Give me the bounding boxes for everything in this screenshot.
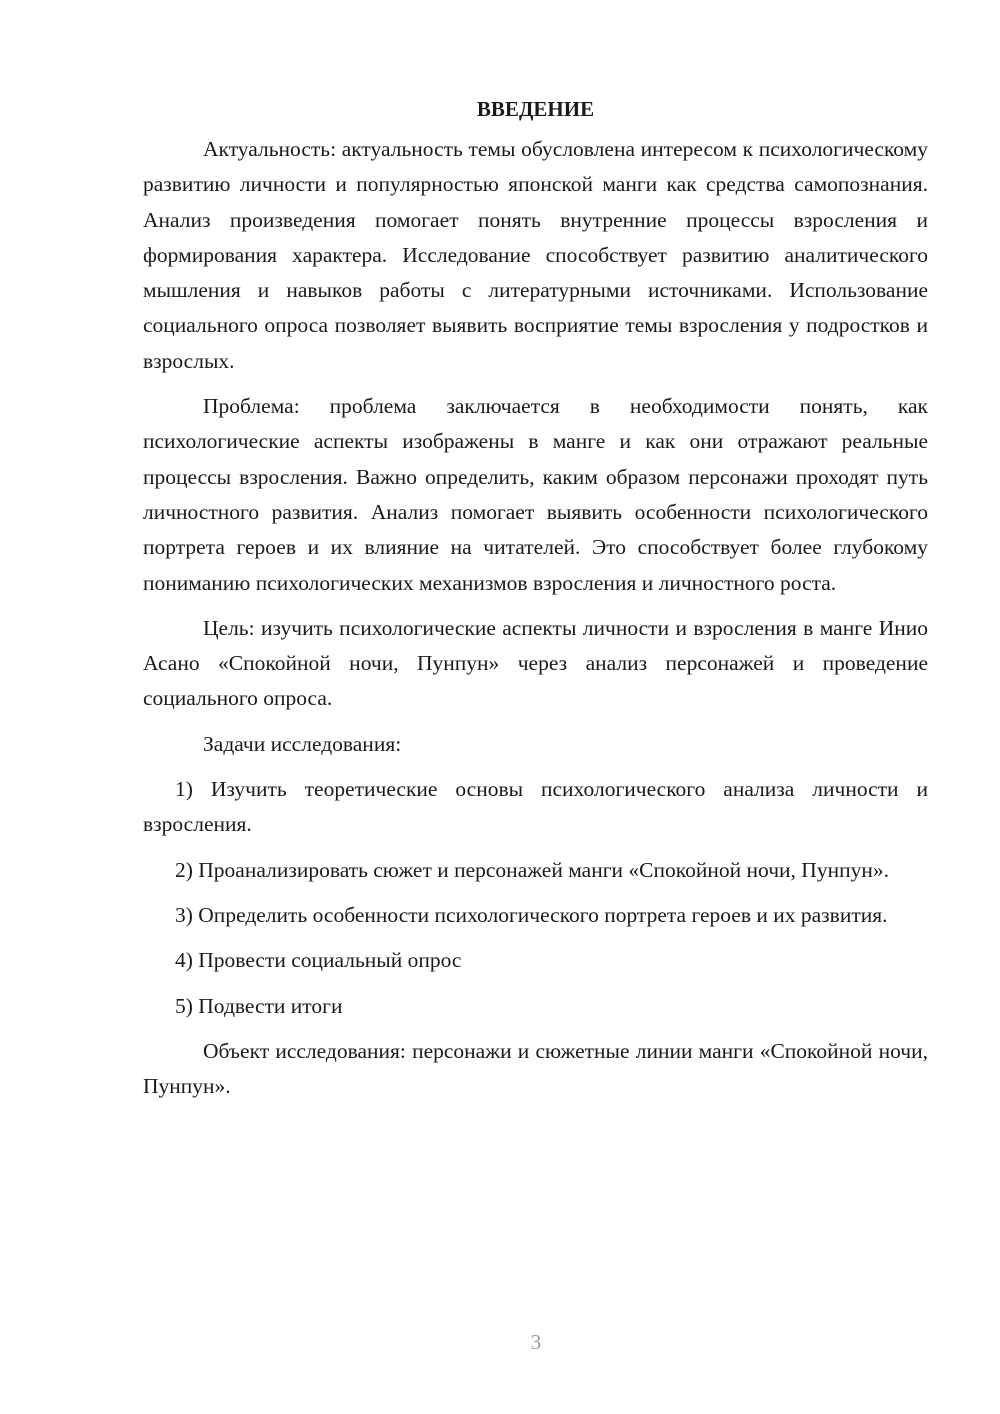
paragraph-tasks-title: Задачи исследования: xyxy=(203,731,402,756)
section-heading: ВВЕДЕНИЕ xyxy=(476,97,595,121)
task-item-4: 4) Провести социальный опрос xyxy=(175,948,462,973)
document-page xyxy=(143,92,928,1114)
task-item-1: 1) Изучить теоретические основы психологического анализа личности и взросления. xyxy=(143,777,928,837)
page-number: 3 xyxy=(530,1330,542,1354)
paragraph-goal: Цель: изучить психологические аспекты личности и взросления в манге Инио Асано «Спокойной ночи, Пунпун» через анализ персонажей и проведение социального опроса. xyxy=(143,615,928,711)
paragraph-relevance: Актуальность: актуальность темы обусловлена интересом к психологическому развитию личности и популярностью японской манги как средства самопознания. Анализ произведения помогает понять внутренние процессы взросления и формирования характера. Исследование способствует развитию аналитического мышления и навыков работы с литературными источниками. Использование социального опроса позволяет выявить восприятие темы взросления у подростков и взрослых. xyxy=(143,137,928,373)
paragraph-problem: Проблема: проблема заключается в необходимости понять, как психологические аспекты изображены в манге и как они отражают реальные процессы взросления. Важно определить, каким образом персонажи проходят путь личностного развития. Анализ помогает выявить особенности психологического портрета героев и их влияние на читателей. Это способствует более глубокому пониманию психологических механизмов взросления и личностного роста. xyxy=(143,394,928,595)
task-item-5: 5) Подвести итоги xyxy=(175,993,343,1018)
paragraph-object: Объект исследования: персонажи и сюжетные линии манги «Спокойной ночи, Пунпун». xyxy=(143,1038,928,1099)
task-item-3: 3) Определить особенности психологического портрета героев и их развития. xyxy=(175,902,888,927)
task-item-2: 2) Проанализировать сюжет и персонажей манги «Спокойной ночи, Пунпун». xyxy=(175,857,889,882)
